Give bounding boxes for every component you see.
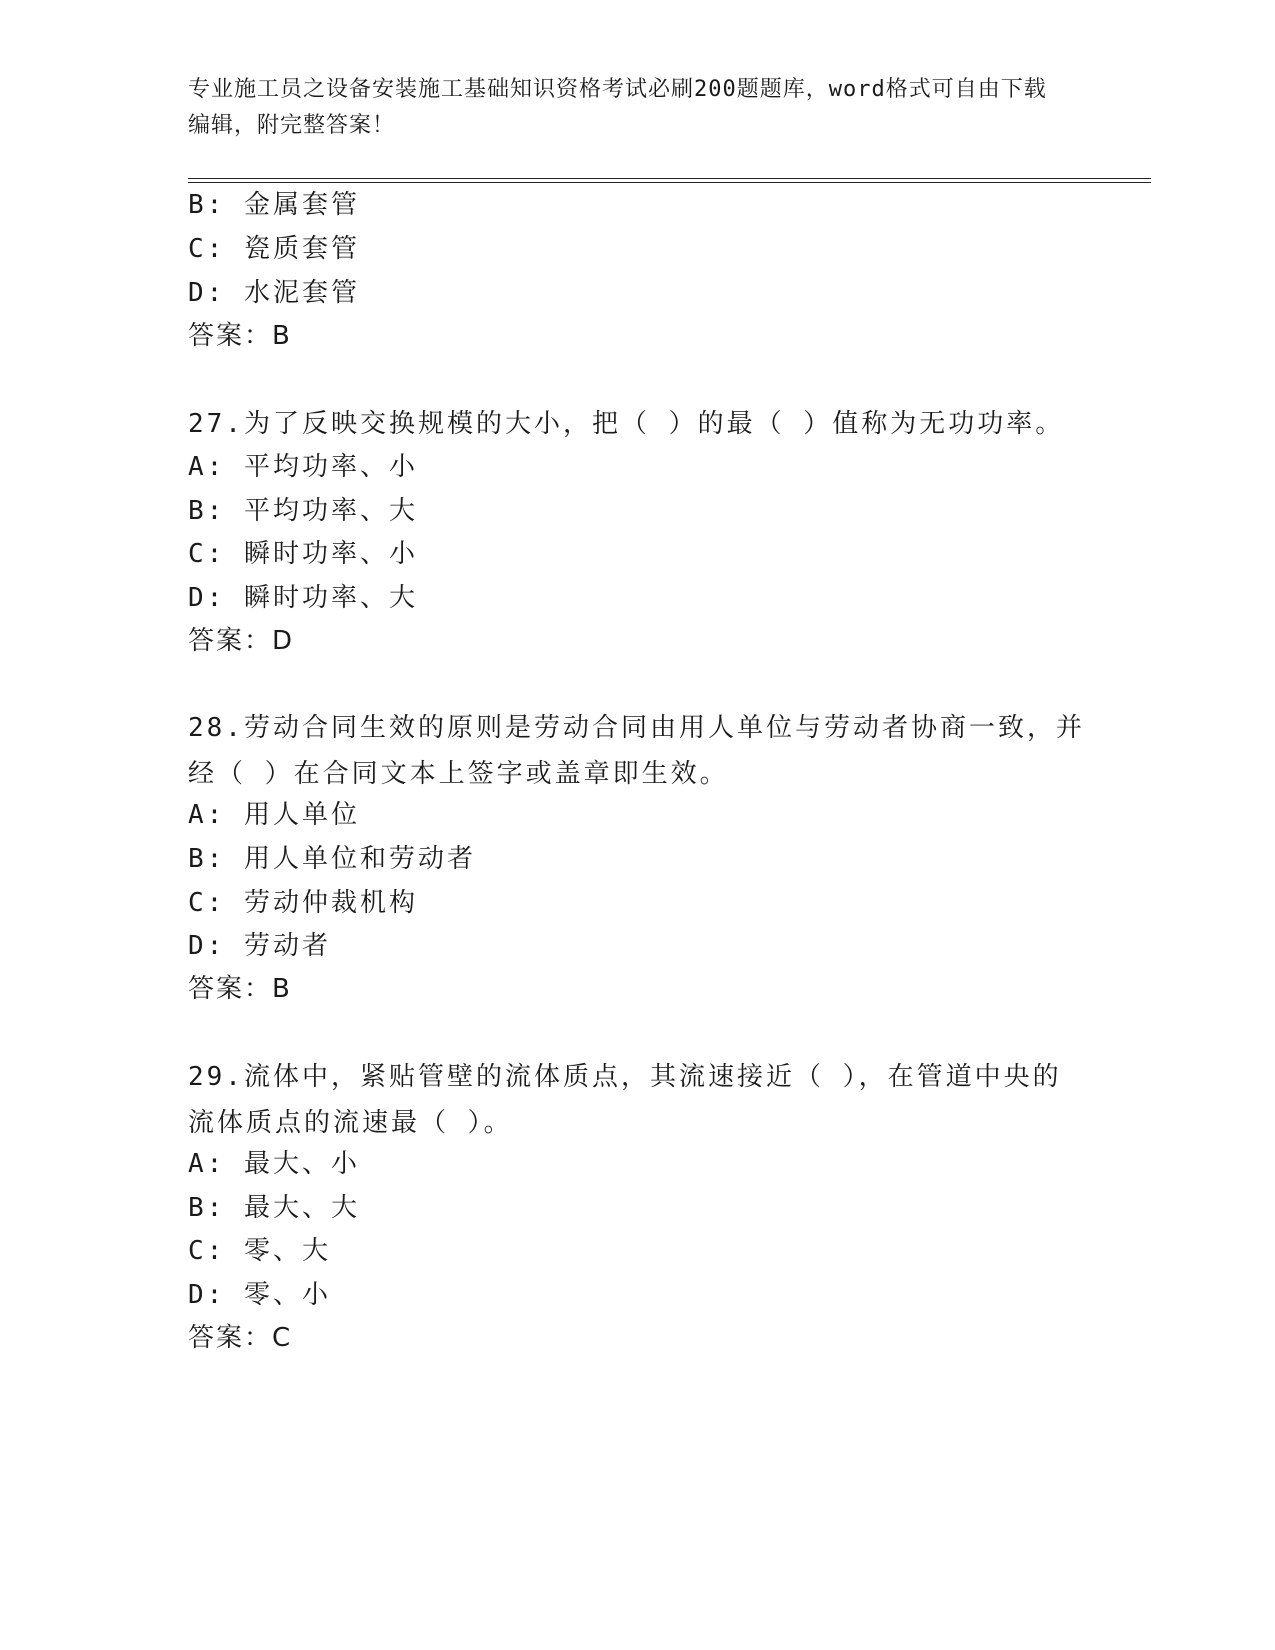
question-27-option-d: D: 瞬时功率、大 xyxy=(188,583,418,613)
question-28-answer: 答案：B xyxy=(188,974,292,1004)
question-27-answer: 答案：D xyxy=(188,626,295,656)
option-d: D: 水泥套管 xyxy=(188,278,360,308)
question-29-option-c: C: 零、大 xyxy=(188,1236,331,1266)
question-29-option-d: D: 零、小 xyxy=(188,1280,331,1310)
question-29-option-a: A: 最大、小 xyxy=(188,1149,360,1179)
option-c: C: 瓷质套管 xyxy=(188,234,360,264)
question-29-stem: 29.流体中，紧贴管壁的流体质点，其流速接近（ ），在管道中央的流体质点的流速最（ ）。 xyxy=(188,1062,1062,1138)
question-27-option-a: A: 平均功率、小 xyxy=(188,452,418,482)
question-27-stem: 27.为了反映交换规模的大小，把（ ）的最（ ）值称为无功功率。 xyxy=(188,409,1065,439)
answer: 答案：B xyxy=(188,321,292,351)
question-28-option-d: D: 劳动者 xyxy=(188,931,331,961)
question-28-option-b: B: 用人单位和劳动者 xyxy=(188,844,476,874)
option-b: B: 金属套管 xyxy=(188,190,360,220)
header-divider-top xyxy=(188,178,1151,179)
question-28-stem: 28.劳动合同生效的原则是劳动合同由用人单位与劳动者协商一致，并经（ ）在合同文本上签字或盖章即生效。 xyxy=(188,713,1085,789)
question-29-answer: 答案：C xyxy=(188,1323,293,1353)
question-27-option-c: C: 瞬时功率、小 xyxy=(188,539,418,569)
question-28-option-a: A: 用人单位 xyxy=(188,800,360,830)
question-27-option-b: B: 平均功率、大 xyxy=(188,496,418,526)
question-28-option-c: C: 劳动仲裁机构 xyxy=(188,888,418,918)
document-header: 专业施工员之设备安装施工基础知识资格考试必刷200题题库，word格式可自由下载编辑，附完整答案！ xyxy=(188,77,1047,138)
question-29-option-b: B: 最大、大 xyxy=(188,1193,360,1223)
